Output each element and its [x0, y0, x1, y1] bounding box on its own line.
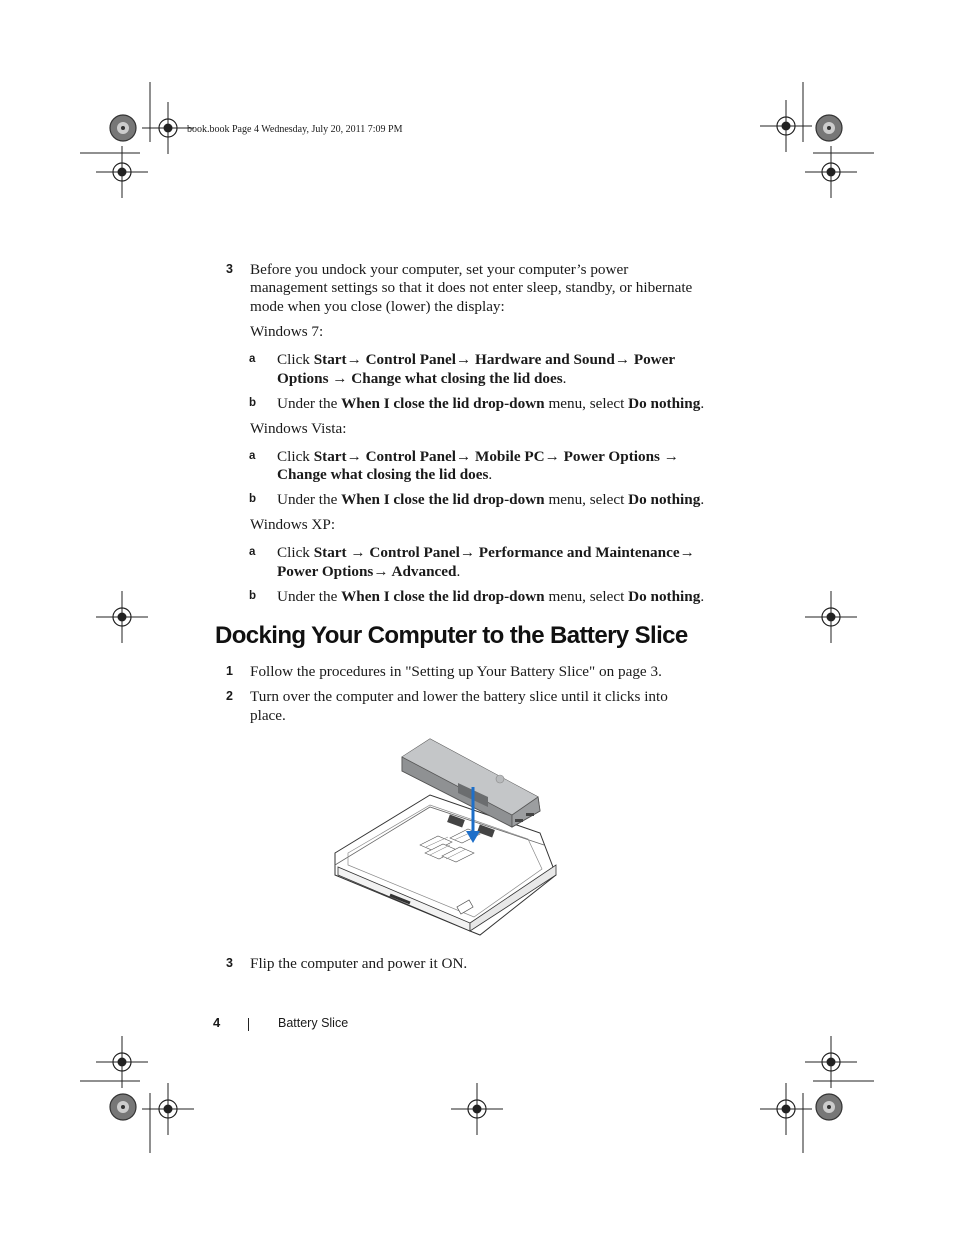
- registration-mark-bottom-center: [451, 1083, 503, 1135]
- registration-mark-top-left-b: [96, 146, 148, 198]
- step-text-line: mode when you close (lower) the display:: [250, 298, 505, 315]
- registration-mark-bottom-right-a: [805, 1036, 857, 1088]
- starburst-bottom-right: [816, 1094, 842, 1120]
- substep-instruction: Click Start→ Control Panel→ Mobile PC→ Power Options →: [277, 448, 679, 465]
- step-text-line: Flip the computer and power it ON.: [250, 955, 468, 972]
- registration-mark-top-right-a: [760, 100, 812, 152]
- step-text-line: Before you undock your computer, set your computer’s power: [250, 261, 629, 278]
- starburst-top-right: [816, 115, 842, 141]
- step-text-line: place.: [250, 707, 286, 724]
- substep-instruction: Click Start → Control Panel→ Performance and Maintenance→: [277, 544, 695, 561]
- registration-mark-mid-right: [805, 591, 857, 643]
- starburst-top-left: [110, 115, 136, 141]
- substep-letter: b: [249, 397, 257, 409]
- substep-letter: a: [249, 546, 256, 558]
- step-number: 2: [226, 689, 233, 703]
- registration-mark-top-right-b: [805, 146, 857, 198]
- footer-divider: [248, 1018, 249, 1031]
- step-number: 3: [226, 262, 233, 276]
- registration-mark-mid-left: [96, 591, 148, 643]
- step-text-line: Turn over the computer and lower the battery slice until it clicks into: [250, 688, 668, 705]
- substep-letter: a: [249, 353, 256, 365]
- section-heading: Docking Your Computer to the Battery Slice: [215, 622, 688, 649]
- step-number: 1: [226, 664, 233, 678]
- step-number: 3: [226, 956, 233, 970]
- os-heading-windows-7: Windows 7:: [250, 323, 324, 340]
- substep-letter: a: [249, 450, 256, 462]
- docking-illustration: [330, 735, 562, 940]
- substep-instruction: Under the When I close the lid drop-down menu, select Do nothing.: [277, 491, 705, 508]
- footer-section-name: Battery Slice: [278, 1016, 349, 1030]
- substep-instruction-cont: Options → Change what closing the lid does.: [277, 370, 567, 387]
- substep-instruction: Under the When I close the lid drop-down menu, select Do nothing.: [277, 588, 705, 605]
- page-number: 4: [213, 1015, 221, 1030]
- registration-mark-bottom-left-a: [96, 1036, 148, 1088]
- substep-letter: b: [249, 590, 257, 602]
- step-text-line: management settings so that it does not enter sleep, standby, or hibernate: [250, 279, 693, 296]
- step-text-line: Follow the procedures in "Setting up Your Battery Slice" on page 3.: [250, 663, 662, 680]
- os-heading-windows-xp: Windows XP:: [250, 516, 336, 533]
- substep-instruction-cont: Power Options→ Advanced.: [277, 563, 461, 580]
- substep-instruction: Click Start→ Control Panel→ Hardware and Sound→ Power: [277, 351, 676, 368]
- registration-mark-bottom-right-b: [760, 1083, 812, 1135]
- print-slug: book.book Page 4 Wednesday, July 20, 2011 7:09 PM: [187, 124, 403, 135]
- substep-letter: b: [249, 493, 257, 505]
- substep-instruction: Under the When I close the lid drop-down menu, select Do nothing.: [277, 395, 705, 412]
- starburst-bottom-left: [110, 1094, 136, 1120]
- os-heading-windows-vista: Windows Vista:: [250, 420, 347, 437]
- substep-instruction-cont: Change what closing the lid does.: [277, 466, 493, 483]
